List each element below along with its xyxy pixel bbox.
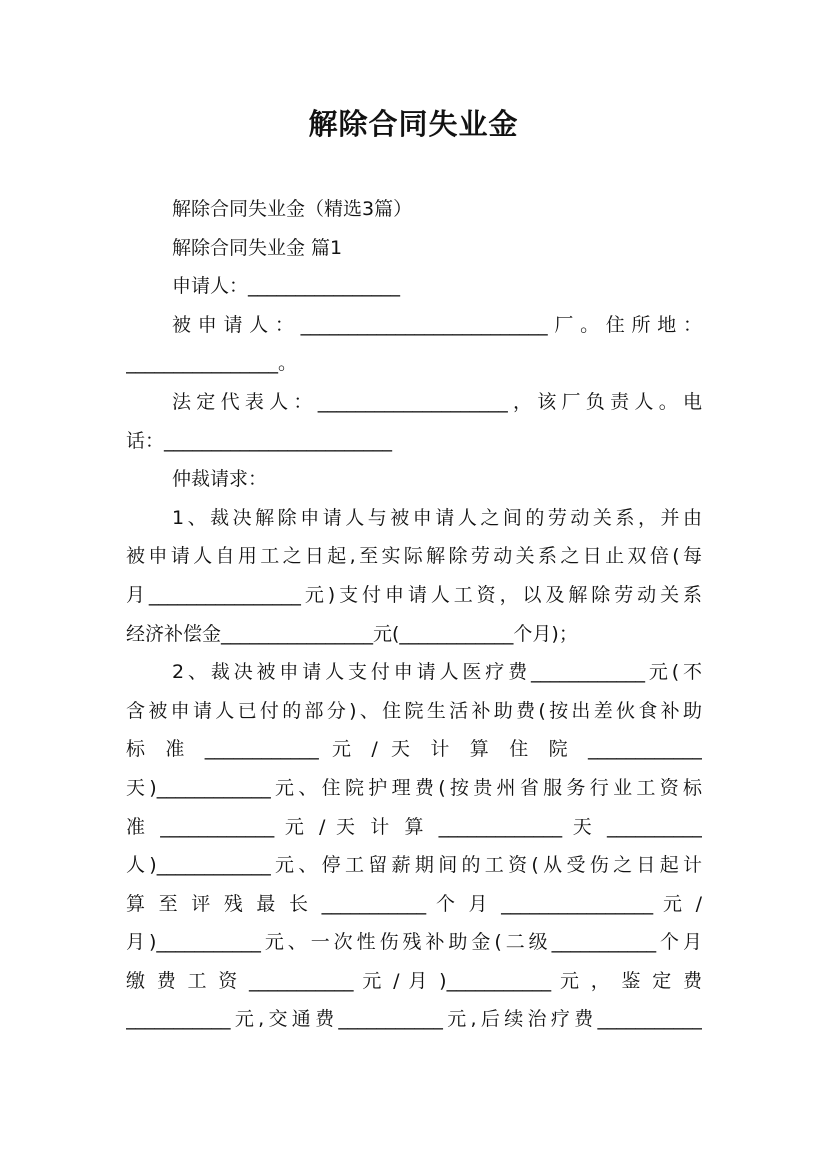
claim-2-line-7: 算 至 评 残 最 长 ___________ 个 月 ________________ 元 / bbox=[126, 892, 702, 915]
section-heading: 解除合同失业金 篇1 bbox=[172, 236, 343, 259]
claim-2-line-5: 准 ____________ 元 / 天 计 算 _____________ 天 __________ bbox=[126, 815, 702, 838]
claim-2-line-8: 月)___________元、一次性伤残补助金(二级___________个月 bbox=[126, 931, 702, 954]
claim-1-line-4: 经济补偿金________________元(____________个月)； bbox=[126, 622, 578, 645]
claim-2-line-10: ___________元,交通费___________元,后续治疗费___________ bbox=[126, 1008, 702, 1031]
phone-line: 话：________________________ bbox=[126, 429, 393, 452]
claim-2-line-9: 缴 费 工 资 ___________ 元 / 月 )___________ 元 ， 鉴 定 费 bbox=[126, 969, 702, 992]
claim-2-line-1: 2、裁决被申请人支付申请人医疗费____________元(不 bbox=[172, 661, 702, 684]
claim-2-line-3: 标 准 ____________ 元 / 天 计 算 住 院 ____________ bbox=[126, 738, 702, 761]
applicant-line: 申请人：________________ bbox=[172, 275, 401, 298]
document-body bbox=[126, 190, 702, 1039]
claim-1-line-1: 1、裁决解除申请人与被申请人之间的劳动关系，并由 bbox=[172, 506, 702, 529]
document-title: 解除合同失业金 bbox=[308, 107, 519, 141]
address-line: ________________。 bbox=[126, 352, 298, 375]
claim-1-line-3: 月________________元)支付申请人工资，以及解除劳动关系 bbox=[126, 583, 702, 606]
subtitle-line: 解除合同失业金（精选3篇） bbox=[172, 198, 413, 220]
claims-heading: 仲裁请求： bbox=[172, 468, 268, 491]
claim-2-line-4: 天)____________元、住院护理费(按贵州省服务行业工资标 bbox=[126, 776, 702, 799]
claim-1-line-2: 被申请人自用工之日起,至实际解除劳动关系之日止双倍(每 bbox=[126, 545, 702, 568]
claim-2-line-6: 人)____________元、停工留薪期间的工资(从受伤之日起计 bbox=[126, 854, 702, 877]
legal-rep-line: 法定代表人：____________________，该厂负责人。电 bbox=[172, 390, 702, 413]
respondent-line: 被申请人：__________________________厂。住所地： bbox=[172, 313, 702, 336]
claim-2-line-2: 含被申请人已付的部分)、住院生活补助费(按出差伙食补助 bbox=[126, 699, 702, 722]
